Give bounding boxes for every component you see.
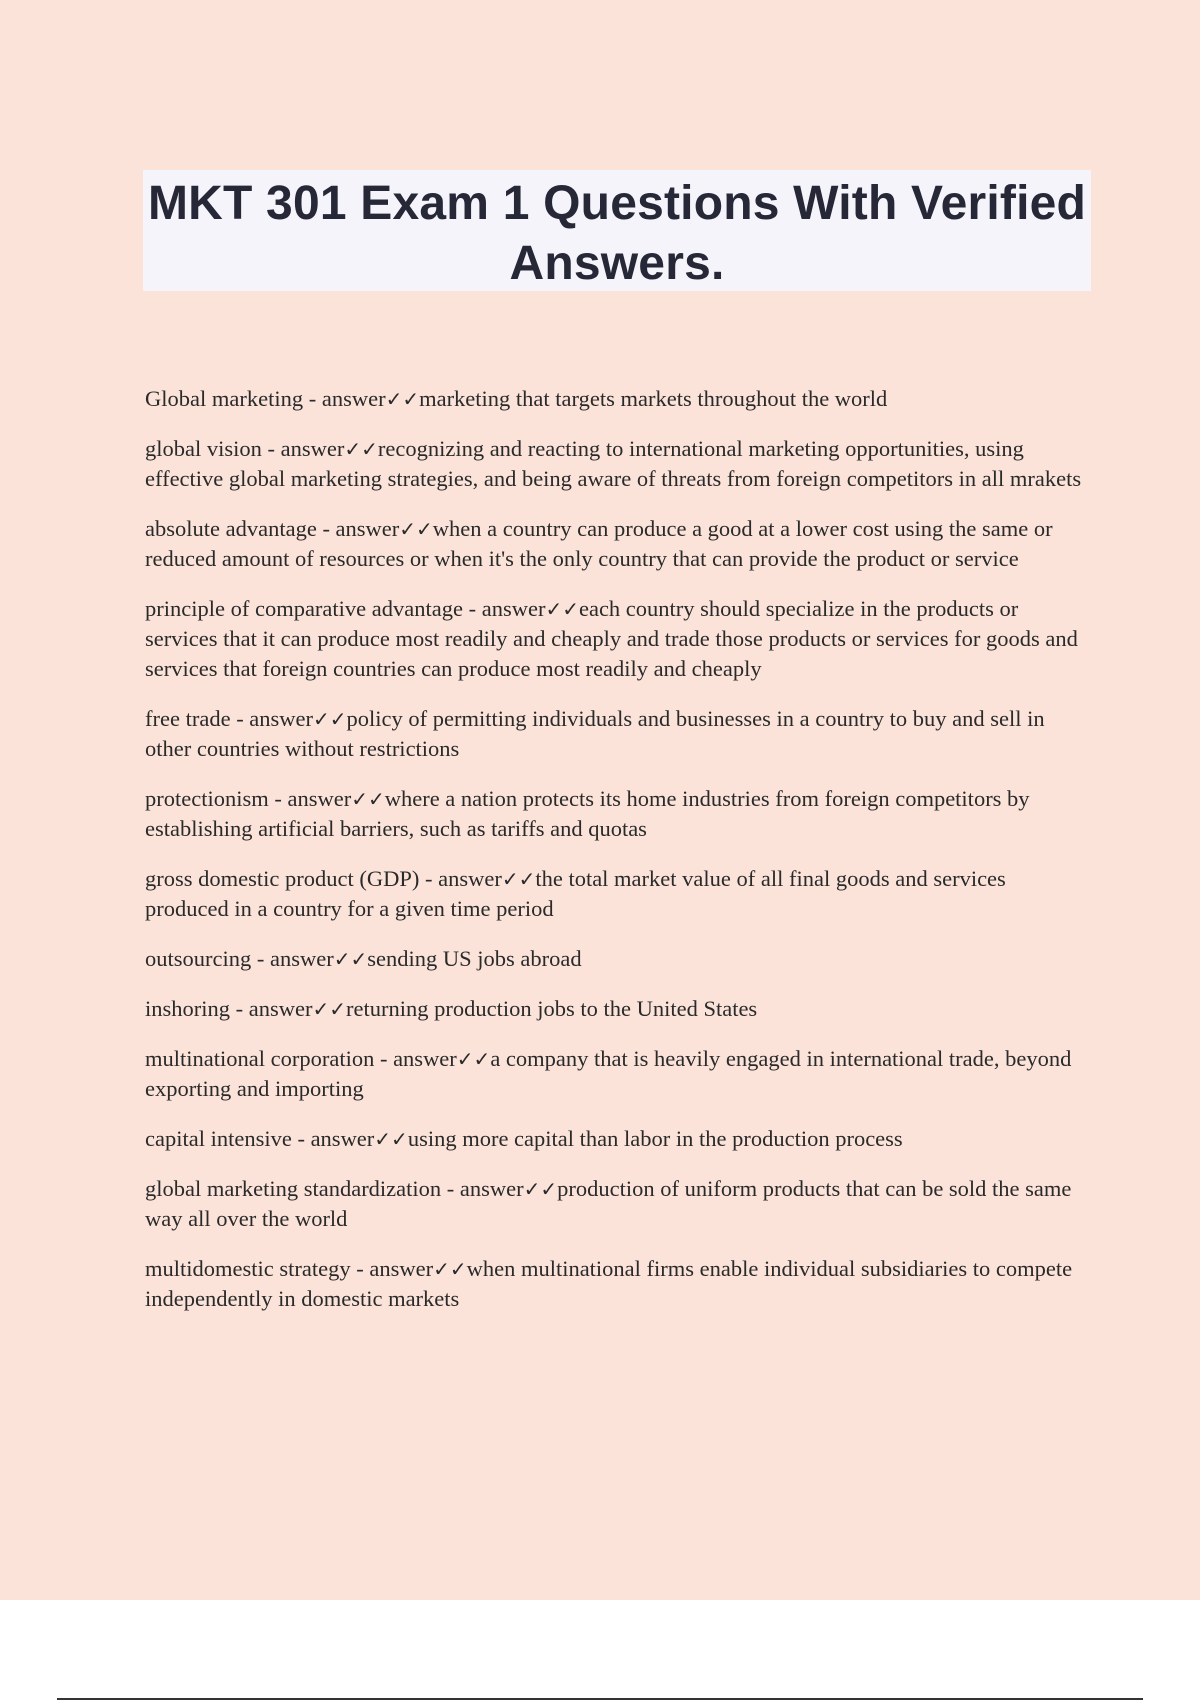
entry-term: outsourcing bbox=[145, 946, 252, 971]
entry-definition: recognizing and reacting to international marketing opportunities, using effective global marketing strategies, and being aware of threats from foreign competitors in all mrakets bbox=[145, 436, 1082, 491]
entry-definition: when a country can produce a good at a lower cost using the same or reduced amount of resources or when it's the only country that can provide the product or service bbox=[145, 516, 1053, 571]
entry-term: capital intensive bbox=[145, 1126, 292, 1151]
entry-separator: - answer bbox=[419, 866, 502, 891]
entry-separator: - answer bbox=[374, 1046, 457, 1071]
entry-separator: - answer bbox=[230, 996, 313, 1021]
entry-definition: each country should specialize in the products or services that it can produce most readily and cheaply and trade those products or services for goods and services that foreign countries can produce most readily and cheaply bbox=[145, 596, 1078, 681]
document-title: MKT 301 Exam 1 Questions With Verified Answers. bbox=[147, 177, 1087, 290]
check-marks: ✓✓ bbox=[399, 517, 433, 541]
glossary-list bbox=[145, 384, 1095, 1334]
check-marks: ✓✓ bbox=[501, 867, 536, 891]
glossary-entry bbox=[145, 944, 1095, 974]
entry-definition: when multinational firms enable individual subsidiaries to compete independently in domestic markets bbox=[145, 1256, 1073, 1311]
entry-definition: returning production jobs to the United States bbox=[346, 996, 758, 1021]
glossary-entry bbox=[145, 704, 1095, 764]
glossary-entry bbox=[145, 594, 1095, 684]
entry-term: multidomestic strategy bbox=[145, 1256, 351, 1281]
check-marks: ✓✓ bbox=[313, 707, 347, 731]
entry-separator: - answer bbox=[291, 1126, 375, 1151]
entry-term: principle of comparative advantage bbox=[145, 596, 463, 621]
check-marks: ✓✓ bbox=[433, 1257, 467, 1281]
entry-term: free trade bbox=[145, 706, 231, 731]
entry-separator: - answer bbox=[268, 786, 352, 811]
entry-separator: - answer bbox=[303, 386, 386, 411]
glossary-entry bbox=[145, 994, 1095, 1024]
entry-term: inshoring bbox=[145, 996, 231, 1021]
glossary-entry bbox=[145, 514, 1095, 574]
entry-separator: - answer bbox=[316, 516, 400, 541]
glossary-entry bbox=[145, 1254, 1095, 1314]
glossary-entry bbox=[145, 864, 1095, 924]
entry-definition: production of uniform products that can be sold the same way all over the world bbox=[145, 1176, 1072, 1231]
entry-definition: using more capital than labor in the production process bbox=[407, 1126, 903, 1151]
check-marks: ✓✓ bbox=[545, 597, 579, 621]
entry-term: global marketing standardization bbox=[145, 1176, 442, 1201]
title-banner bbox=[143, 170, 1091, 291]
entry-definition: policy of permitting individuals and businesses in a country to buy and sell in other countries without restrictions bbox=[145, 706, 1045, 761]
glossary-entry bbox=[145, 784, 1095, 844]
check-marks: ✓✓ bbox=[333, 947, 368, 971]
check-marks: ✓✓ bbox=[385, 387, 420, 411]
entry-separator: - answer bbox=[261, 436, 345, 461]
check-marks: ✓✓ bbox=[456, 1047, 491, 1071]
entry-separator: - answer bbox=[230, 706, 314, 731]
entry-term: absolute advantage bbox=[145, 516, 317, 541]
check-marks: ✓✓ bbox=[374, 1127, 408, 1151]
check-marks: ✓✓ bbox=[523, 1177, 558, 1201]
entry-definition: where a nation protects its home industries from foreign competitors by establishing artificial barriers, such as tariffs and quotas bbox=[145, 786, 1030, 841]
glossary-entry bbox=[145, 384, 1095, 414]
entry-term: Global marketing bbox=[145, 386, 304, 411]
entry-definition: the total market value of all final goods and services produced in a country for a given time period bbox=[145, 866, 1006, 921]
entry-term: global vision bbox=[145, 436, 262, 461]
check-marks: ✓✓ bbox=[344, 437, 378, 461]
glossary-entry bbox=[145, 434, 1095, 494]
entry-separator: - answer bbox=[462, 596, 546, 621]
entry-term: gross domestic product (GDP) bbox=[145, 866, 420, 891]
entry-separator: - answer bbox=[350, 1256, 434, 1281]
glossary-entry bbox=[145, 1124, 1095, 1154]
entry-definition: a company that is heavily engaged in international trade, beyond exporting and importing bbox=[145, 1046, 1072, 1101]
check-marks: ✓✓ bbox=[312, 997, 346, 1021]
glossary-entry bbox=[145, 1044, 1095, 1104]
check-marks: ✓✓ bbox=[351, 787, 385, 811]
glossary-entry bbox=[145, 1174, 1095, 1234]
entry-separator: - answer bbox=[251, 946, 334, 971]
entry-separator: - answer bbox=[441, 1176, 524, 1201]
entry-definition: marketing that targets markets throughout the world bbox=[419, 386, 888, 411]
entry-definition: sending US jobs abroad bbox=[367, 946, 582, 971]
entry-term: multinational corporation bbox=[145, 1046, 375, 1071]
entry-term: protectionism bbox=[145, 786, 269, 811]
